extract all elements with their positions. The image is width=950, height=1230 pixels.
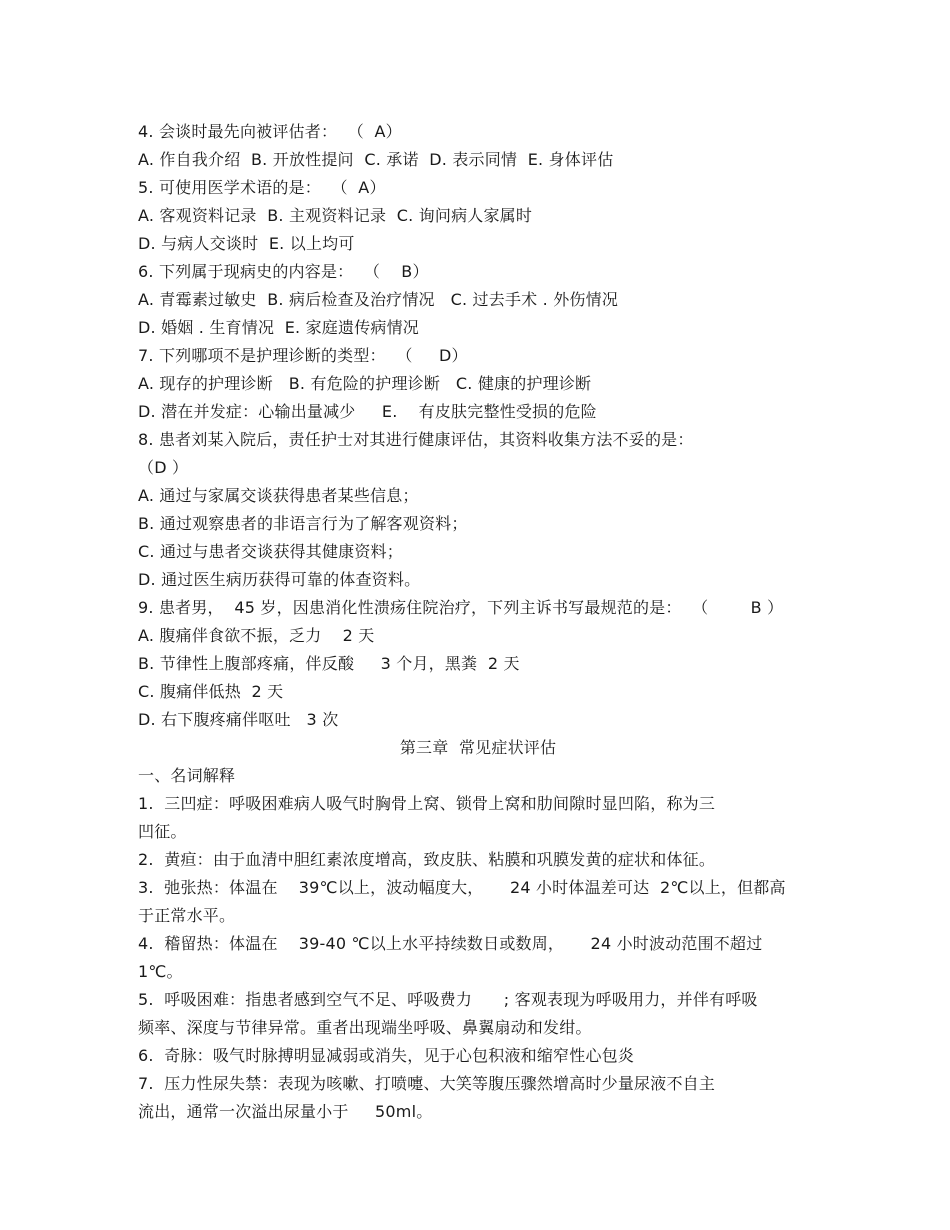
definition-line: 5. 呼吸困难：指患者感到空气不足、呼吸费力 ; 客观表现为呼吸用力，并伴有呼吸 (138, 990, 758, 1009)
section-heading: 一、名词解释 (138, 766, 236, 785)
text-line: D. 婚姻 . 生育情况 E. 家庭遗传病情况 (138, 318, 420, 337)
text-line: D. 通过医生病历获得可靠的体查资料。 (138, 570, 421, 589)
definition-line: 4. 稽留热：体温在 39-40 ℃以上水平持续数日或数周， 24 小时波动范围不超过 (138, 934, 763, 953)
text-line: C. 腹痛伴低热 2 天 (138, 682, 284, 701)
text-line: 4. 会谈时最先向被评估者： （ A） (138, 122, 402, 141)
definition-line: 于正常水平。 (138, 906, 236, 925)
text-line: D. 潜在并发症：心输出量减少 E. 有皮肤完整性受损的危险 (138, 402, 597, 421)
definition-line: 1℃。 (138, 962, 183, 981)
definition-line: 2. 黄疸：由于血清中胆红素浓度增高，致皮肤、粘膜和巩膜发黄的症状和体征。 (138, 850, 716, 869)
definition-line: 6. 奇脉：吸气时脉搏明显减弱或消失，见于心包积液和缩窄性心包炎 (138, 1046, 635, 1065)
text-line: B. 节律性上腹部疼痛，伴反酸 3 个月，黑粪 2 天 (138, 654, 520, 673)
definition-line: 流出，通常一次溢出尿量小于 50ml。 (138, 1102, 433, 1121)
text-line: A. 客观资料记录 B. 主观资料记录 C. 询问病人家属时 (138, 206, 533, 225)
text-line: D. 右下腹疼痛伴呕吐 3 次 (138, 710, 339, 729)
definition-line: 1. 三凹症：呼吸困难病人吸气时胸骨上窝、锁骨上窝和肋间隙时显凹陷，称为三 (138, 794, 716, 813)
definition-line: 频率、深度与节律异常。重者出现端坐呼吸、鼻翼扇动和发绀。 (138, 1018, 592, 1037)
text-line: 6. 下列属于现病史的内容是： （ B） (138, 262, 429, 281)
text-line: 7. 下列哪项不是护理诊断的类型： （ D） (138, 346, 468, 365)
definition-line: 7. 压力性尿失禁：表现为咳嗽、打喷嚏、大笑等腹压骤然增高时少量尿液不自主 (138, 1074, 716, 1093)
definition-line: 3. 弛张热：体温在 39℃以上，波动幅度大， 24 小时体温差可达 2℃以上，但都高 (138, 878, 786, 897)
text-line: 5. 可使用医学术语的是： （ A） (138, 178, 386, 197)
text-line: A. 腹痛伴食欲不振，乏力 2 天 (138, 626, 375, 645)
text-line: B. 通过观察患者的非语言行为了解客观资料； (138, 514, 468, 533)
text-line: C. 通过与患者交谈获得其健康资料； (138, 542, 403, 561)
chapter-title: 第三章 常见症状评估 (399, 738, 557, 757)
text-line: 9. 患者男， 45 岁，因患消化性溃疡住院治疗，下列主诉书写最规范的是： （ B ） (138, 598, 784, 617)
text-line: （D ） (138, 458, 189, 477)
question-list (138, 118, 818, 734)
text-line: 8. 患者刘某入院后，责任护士对其进行健康评估，其资料收集方法不妥的是： (138, 430, 694, 449)
text-line: A. 通过与家属交谈获得患者某些信息； (138, 486, 419, 505)
text-line: D. 与病人交谈时 E. 以上均可 (138, 234, 355, 253)
document-page (138, 118, 818, 1126)
text-line: A. 青霉素过敏史 B. 病后检查及治疗情况 C. 过去手术 . 外伤情况 (138, 290, 619, 309)
text-line: A. 作自我介绍 B. 开放性提问 C. 承诺 D. 表示同情 E. 身体评估 (138, 150, 614, 169)
definition-line: 凹征。 (138, 822, 187, 841)
definition-list (138, 790, 818, 1126)
text-line: A. 现存的护理诊断 B. 有危险的护理诊断 C. 健康的护理诊断 (138, 374, 592, 393)
